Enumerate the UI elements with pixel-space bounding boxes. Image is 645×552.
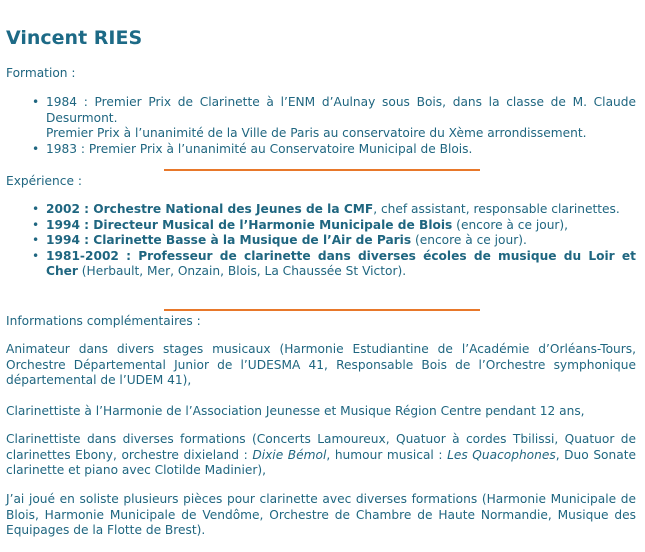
- formation-item-text: 1983 : Premier Prix à l’unanimité au Conservatoire Municipal de Blois.: [46, 141, 473, 156]
- formation-item-subtext: Premier Prix à l’unanimité de la Ville de Paris au conservatoire du Xème arrondissement.: [46, 126, 587, 141]
- formation-list: [0, 95, 636, 157]
- experience-item-detail: (encore à ce jour),: [452, 217, 569, 232]
- experience-item-title: 1981-2002 : Professeur de clarinette dans diverses écoles de musique du Loir et Cher: [46, 248, 636, 279]
- formation-item-text: 1984 : Premier Prix de Clarinette à l’ENM d’Aulnay sous Bois, dans la classe de M. Claude Desurmont.: [46, 95, 636, 125]
- complements-label: Informations complémentaires :: [6, 314, 201, 328]
- complement-italic-name: Les Quacophones: [447, 447, 556, 462]
- complement-paragraph: J’ai joué en soliste plusieurs pièces pour clarinette avec diverses formations (Harmonie Municipale de Blois, Harmonie Municipale de Vendôme, Orchestre de Chambre de Haute Normandie, Musique des Equipages de la Flotte de Brest).: [6, 492, 636, 538]
- experience-item: [46, 202, 636, 218]
- page-title: Vincent RIES: [6, 27, 143, 49]
- formation-label: Formation :: [6, 66, 76, 80]
- complement-text: Clarinettiste dans diverses formations (Concerts Lamoureux, Quatuor à cordes Tbilissi, Quatuor de clarinettes Ebony, orchestre dixieland :: [6, 432, 636, 462]
- experience-label: Expérience :: [6, 174, 82, 188]
- section-divider: [164, 309, 480, 311]
- complement-italic-name: Dixie Bémol: [252, 447, 327, 462]
- complement-text: , Duo Sonate clarinette et piano avec Clotilde Madinier),: [6, 447, 636, 478]
- formation-item: [46, 142, 636, 158]
- experience-item-title: 1994 : Clarinette Basse à la Musique de l’Air de Paris: [46, 233, 412, 248]
- complement-text: , humour musical :: [326, 447, 448, 462]
- experience-item-title: 2002 : Orchestre National des Jeunes de la CMF: [46, 202, 374, 216]
- experience-item: [46, 249, 636, 280]
- experience-item-detail: (encore à ce jour).: [411, 233, 527, 248]
- experience-item-detail: , chef assistant, responsable clarinettes.: [373, 202, 620, 216]
- experience-item: [46, 218, 636, 234]
- complement-paragraph: Clarinettiste à l’Harmonie de l’Association Jeunesse et Musique Région Centre pendant 12 ans,: [6, 404, 585, 418]
- complement-paragraph: Animateur dans divers stages musicaux (Harmonie Estudiantine de l’Académie d’Orléans-Tours, Orchestre Départemental Junior de l’UDESMA 41, Responsable Bois de l’Orchestre symphonique départemental de l’UDEM 41),: [6, 342, 636, 388]
- experience-item-title: 1994 : Directeur Musical de l’Harmonie Municipale de Blois: [46, 217, 453, 232]
- experience-item-detail: (Herbault, Mer, Onzain, Blois, La Chaussée St Victor).: [77, 264, 407, 279]
- experience-item: [46, 233, 636, 249]
- section-divider: [164, 169, 480, 171]
- formation-item: [46, 95, 636, 142]
- complement-paragraph: [6, 432, 636, 479]
- experience-list: [0, 202, 636, 280]
